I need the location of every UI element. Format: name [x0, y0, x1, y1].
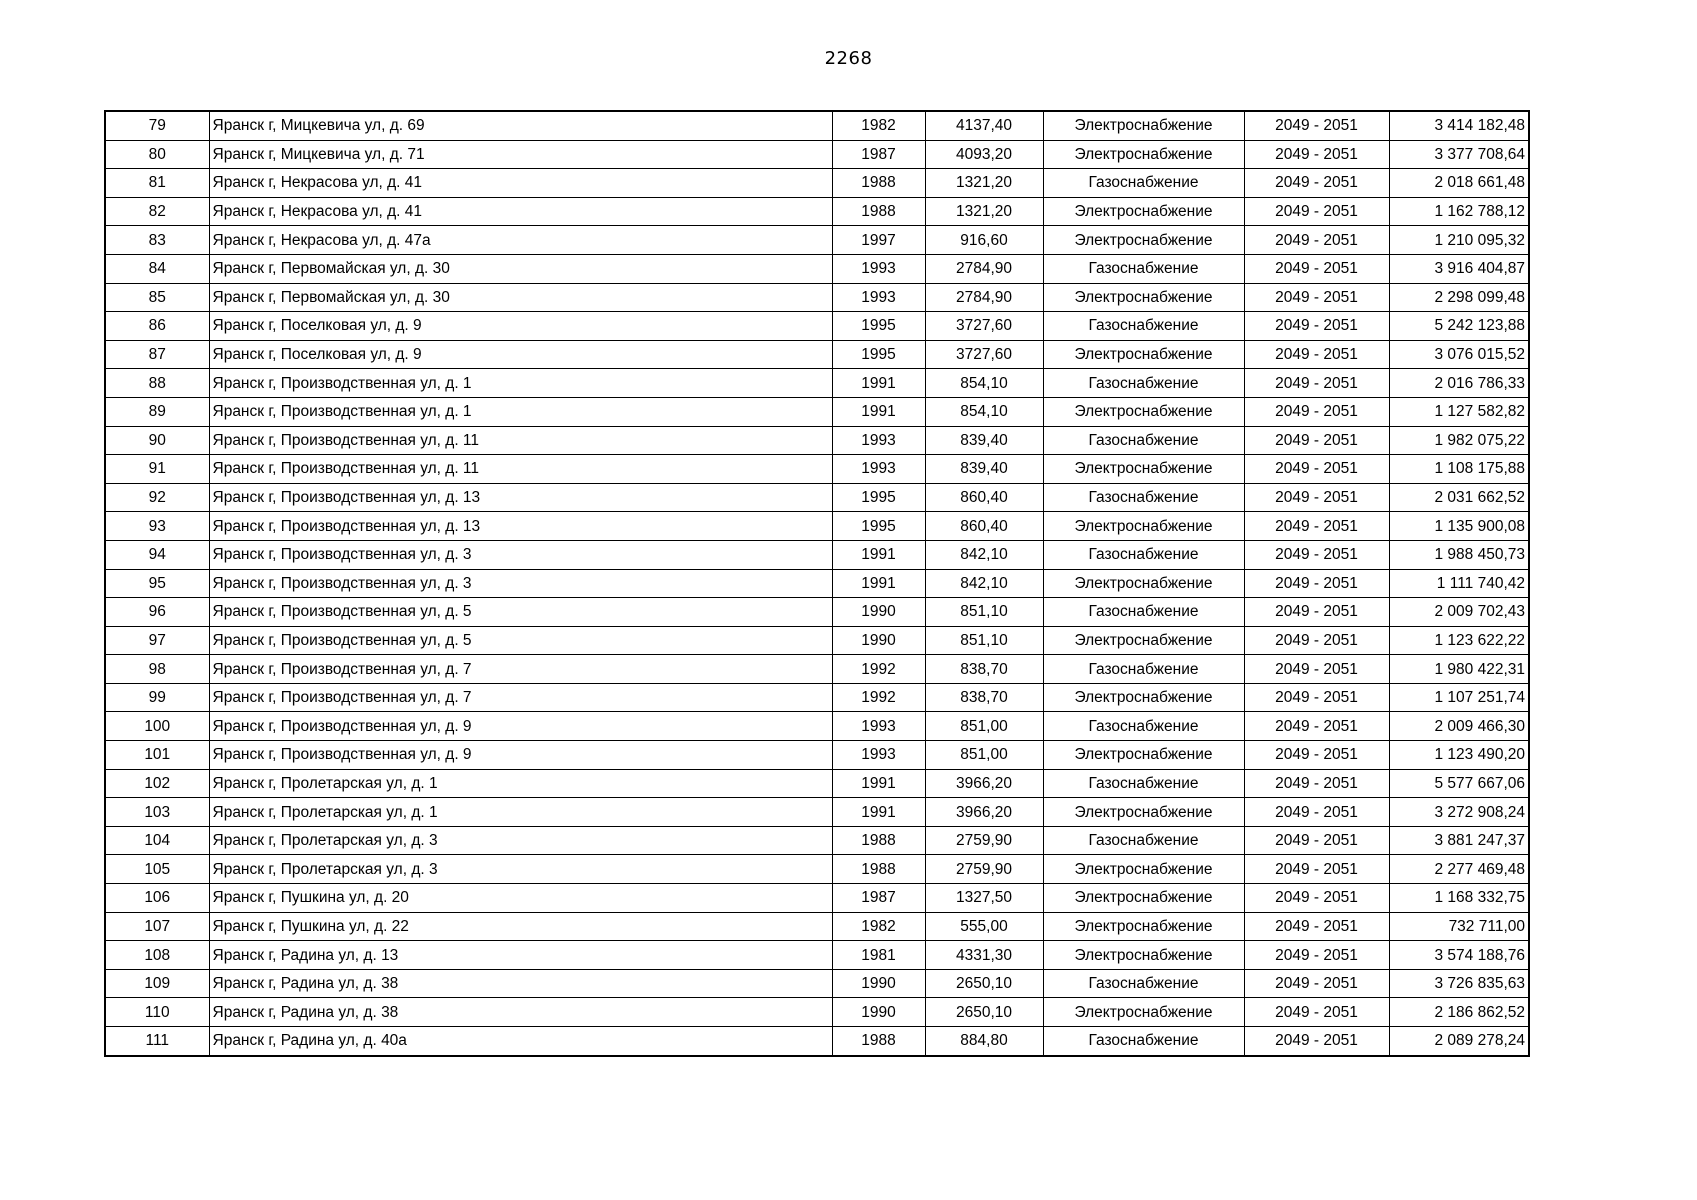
service-cell: Электроснабжение: [1043, 569, 1244, 598]
address-cell: Яранск г, Пролетарская ул, д. 3: [209, 826, 832, 855]
cost-cell: 3 574 188,76: [1389, 941, 1529, 970]
table-row: [105, 826, 1529, 855]
table-row: [105, 111, 1529, 140]
registry-table: [104, 110, 1530, 1057]
area-cell: 838,70: [925, 683, 1043, 712]
service-cell: Газоснабжение: [1043, 540, 1244, 569]
period-cell: 2049 - 2051: [1244, 941, 1389, 970]
period-cell: 2049 - 2051: [1244, 798, 1389, 827]
year-cell: 1991: [832, 569, 925, 598]
period-cell: 2049 - 2051: [1244, 340, 1389, 369]
area-cell: 884,80: [925, 1027, 1043, 1056]
service-cell: Электроснабжение: [1043, 340, 1244, 369]
year-cell: 1993: [832, 712, 925, 741]
row-number-cell: 90: [105, 426, 209, 455]
area-cell: 851,00: [925, 712, 1043, 741]
year-cell: 1988: [832, 855, 925, 884]
period-cell: 2049 - 2051: [1244, 197, 1389, 226]
service-cell: Газоснабжение: [1043, 483, 1244, 512]
table-row: [105, 969, 1529, 998]
row-number-cell: 99: [105, 683, 209, 712]
period-cell: 2049 - 2051: [1244, 254, 1389, 283]
row-number-cell: 95: [105, 569, 209, 598]
year-cell: 1987: [832, 140, 925, 169]
row-number-cell: 108: [105, 941, 209, 970]
address-cell: Яранск г, Мицкевича ул, д. 71: [209, 140, 832, 169]
table-row: [105, 369, 1529, 398]
table-row: [105, 998, 1529, 1027]
area-cell: 842,10: [925, 569, 1043, 598]
service-cell: Электроснабжение: [1043, 855, 1244, 884]
area-cell: 851,10: [925, 626, 1043, 655]
table-row: [105, 540, 1529, 569]
table-row: [105, 598, 1529, 627]
period-cell: 2049 - 2051: [1244, 655, 1389, 684]
address-cell: Яранск г, Производственная ул, д. 1: [209, 369, 832, 398]
row-number-cell: 79: [105, 111, 209, 140]
year-cell: 1995: [832, 483, 925, 512]
cost-cell: 2 016 786,33: [1389, 369, 1529, 398]
table-row: [105, 455, 1529, 484]
table-row: [105, 941, 1529, 970]
area-cell: 916,60: [925, 226, 1043, 255]
service-cell: Электроснабжение: [1043, 197, 1244, 226]
address-cell: Яранск г, Поселковая ул, д. 9: [209, 312, 832, 341]
table-row: [105, 912, 1529, 941]
period-cell: 2049 - 2051: [1244, 169, 1389, 198]
address-cell: Яранск г, Пушкина ул, д. 22: [209, 912, 832, 941]
period-cell: 2049 - 2051: [1244, 769, 1389, 798]
service-cell: Электроснабжение: [1043, 455, 1244, 484]
cost-cell: 3 076 015,52: [1389, 340, 1529, 369]
table-row: [105, 855, 1529, 884]
address-cell: Яранск г, Первомайская ул, д. 30: [209, 283, 832, 312]
area-cell: 2759,90: [925, 826, 1043, 855]
address-cell: Яранск г, Пролетарская ул, д. 3: [209, 855, 832, 884]
area-cell: 1321,20: [925, 169, 1043, 198]
service-cell: Электроснабжение: [1043, 998, 1244, 1027]
address-cell: Яранск г, Мицкевича ул, д. 69: [209, 111, 832, 140]
table-row: [105, 712, 1529, 741]
area-cell: 842,10: [925, 540, 1043, 569]
service-cell: Электроснабжение: [1043, 512, 1244, 541]
address-cell: Яранск г, Производственная ул, д. 3: [209, 540, 832, 569]
address-cell: Яранск г, Некрасова ул, д. 41: [209, 169, 832, 198]
year-cell: 1993: [832, 455, 925, 484]
address-cell: Яранск г, Пролетарская ул, д. 1: [209, 798, 832, 827]
cost-cell: 1 123 490,20: [1389, 741, 1529, 770]
service-cell: Электроснабжение: [1043, 683, 1244, 712]
row-number-cell: 88: [105, 369, 209, 398]
row-number-cell: 97: [105, 626, 209, 655]
service-cell: Электроснабжение: [1043, 626, 1244, 655]
address-cell: Яранск г, Радина ул, д. 40а: [209, 1027, 832, 1056]
period-cell: 2049 - 2051: [1244, 855, 1389, 884]
address-cell: Яранск г, Производственная ул, д. 13: [209, 483, 832, 512]
table-row: [105, 884, 1529, 913]
address-cell: Яранск г, Производственная ул, д. 11: [209, 426, 832, 455]
page-number: 2268: [824, 48, 873, 69]
year-cell: 1988: [832, 826, 925, 855]
cost-cell: 3 414 182,48: [1389, 111, 1529, 140]
area-cell: 839,40: [925, 455, 1043, 484]
year-cell: 1993: [832, 283, 925, 312]
period-cell: 2049 - 2051: [1244, 226, 1389, 255]
service-cell: Газоснабжение: [1043, 426, 1244, 455]
period-cell: 2049 - 2051: [1244, 140, 1389, 169]
year-cell: 1995: [832, 312, 925, 341]
year-cell: 1982: [832, 111, 925, 140]
service-cell: Электроснабжение: [1043, 283, 1244, 312]
service-cell: Электроснабжение: [1043, 111, 1244, 140]
address-cell: Яранск г, Радина ул, д. 38: [209, 998, 832, 1027]
year-cell: 1987: [832, 884, 925, 913]
area-cell: 3727,60: [925, 340, 1043, 369]
address-cell: Яранск г, Производственная ул, д. 5: [209, 598, 832, 627]
row-number-cell: 83: [105, 226, 209, 255]
address-cell: Яранск г, Пролетарская ул, д. 1: [209, 769, 832, 798]
service-cell: Электроснабжение: [1043, 741, 1244, 770]
cost-cell: 3 881 247,37: [1389, 826, 1529, 855]
year-cell: 1995: [832, 340, 925, 369]
address-cell: Яранск г, Радина ул, д. 38: [209, 969, 832, 998]
service-cell: Электроснабжение: [1043, 941, 1244, 970]
address-cell: Яранск г, Производственная ул, д. 3: [209, 569, 832, 598]
cost-cell: 1 123 622,22: [1389, 626, 1529, 655]
area-cell: 1321,20: [925, 197, 1043, 226]
table-row: [105, 1027, 1529, 1056]
year-cell: 1988: [832, 197, 925, 226]
address-cell: Яранск г, Производственная ул, д. 9: [209, 712, 832, 741]
address-cell: Яранск г, Производственная ул, д. 7: [209, 655, 832, 684]
cost-cell: 1 107 251,74: [1389, 683, 1529, 712]
area-cell: 4093,20: [925, 140, 1043, 169]
table-row: [105, 254, 1529, 283]
address-cell: Яранск г, Некрасова ул, д. 47а: [209, 226, 832, 255]
period-cell: 2049 - 2051: [1244, 540, 1389, 569]
row-number-cell: 100: [105, 712, 209, 741]
period-cell: 2049 - 2051: [1244, 826, 1389, 855]
period-cell: 2049 - 2051: [1244, 312, 1389, 341]
year-cell: 1990: [832, 969, 925, 998]
table-row: [105, 483, 1529, 512]
area-cell: 839,40: [925, 426, 1043, 455]
year-cell: 1981: [832, 941, 925, 970]
row-number-cell: 110: [105, 998, 209, 1027]
period-cell: 2049 - 2051: [1244, 998, 1389, 1027]
area-cell: 1327,50: [925, 884, 1043, 913]
table-row: [105, 769, 1529, 798]
area-cell: 2784,90: [925, 283, 1043, 312]
area-cell: 2650,10: [925, 998, 1043, 1027]
row-number-cell: 92: [105, 483, 209, 512]
year-cell: 1997: [832, 226, 925, 255]
cost-cell: 1 980 422,31: [1389, 655, 1529, 684]
row-number-cell: 109: [105, 969, 209, 998]
table-row: [105, 683, 1529, 712]
address-cell: Яранск г, Производственная ул, д. 1: [209, 397, 832, 426]
service-cell: Газоснабжение: [1043, 655, 1244, 684]
year-cell: 1990: [832, 598, 925, 627]
table-row: [105, 283, 1529, 312]
row-number-cell: 85: [105, 283, 209, 312]
cost-cell: 1 210 095,32: [1389, 226, 1529, 255]
service-cell: Газоснабжение: [1043, 826, 1244, 855]
period-cell: 2049 - 2051: [1244, 426, 1389, 455]
row-number-cell: 106: [105, 884, 209, 913]
period-cell: 2049 - 2051: [1244, 483, 1389, 512]
year-cell: 1993: [832, 741, 925, 770]
year-cell: 1993: [832, 426, 925, 455]
area-cell: 860,40: [925, 483, 1043, 512]
table-row: [105, 340, 1529, 369]
table-row: [105, 655, 1529, 684]
period-cell: 2049 - 2051: [1244, 569, 1389, 598]
period-cell: 2049 - 2051: [1244, 111, 1389, 140]
period-cell: 2049 - 2051: [1244, 512, 1389, 541]
cost-cell: 2 277 469,48: [1389, 855, 1529, 884]
row-number-cell: 84: [105, 254, 209, 283]
row-number-cell: 101: [105, 741, 209, 770]
row-number-cell: 104: [105, 826, 209, 855]
table-row: [105, 798, 1529, 827]
cost-cell: 1 127 582,82: [1389, 397, 1529, 426]
period-cell: 2049 - 2051: [1244, 397, 1389, 426]
year-cell: 1995: [832, 512, 925, 541]
period-cell: 2049 - 2051: [1244, 884, 1389, 913]
address-cell: Яранск г, Радина ул, д. 13: [209, 941, 832, 970]
cost-cell: 2 031 662,52: [1389, 483, 1529, 512]
row-number-cell: 82: [105, 197, 209, 226]
area-cell: 838,70: [925, 655, 1043, 684]
area-cell: 2759,90: [925, 855, 1043, 884]
address-cell: Яранск г, Некрасова ул, д. 41: [209, 197, 832, 226]
cost-cell: 5 242 123,88: [1389, 312, 1529, 341]
period-cell: 2049 - 2051: [1244, 712, 1389, 741]
service-cell: Газоснабжение: [1043, 1027, 1244, 1056]
cost-cell: 1 162 788,12: [1389, 197, 1529, 226]
period-cell: 2049 - 2051: [1244, 283, 1389, 312]
row-number-cell: 89: [105, 397, 209, 426]
cost-cell: 1 168 332,75: [1389, 884, 1529, 913]
table-row: [105, 569, 1529, 598]
period-cell: 2049 - 2051: [1244, 369, 1389, 398]
period-cell: 2049 - 2051: [1244, 912, 1389, 941]
table-row: [105, 226, 1529, 255]
cost-cell: 3 726 835,63: [1389, 969, 1529, 998]
period-cell: 2049 - 2051: [1244, 455, 1389, 484]
area-cell: 555,00: [925, 912, 1043, 941]
cost-cell: 2 018 661,48: [1389, 169, 1529, 198]
table-row: [105, 626, 1529, 655]
address-cell: Яранск г, Пушкина ул, д. 20: [209, 884, 832, 913]
area-cell: 4137,40: [925, 111, 1043, 140]
service-cell: Газоснабжение: [1043, 598, 1244, 627]
table-row: [105, 197, 1529, 226]
table-row: [105, 741, 1529, 770]
address-cell: Яранск г, Поселковая ул, д. 9: [209, 340, 832, 369]
year-cell: 1990: [832, 998, 925, 1027]
row-number-cell: 105: [105, 855, 209, 884]
cost-cell: 1 982 075,22: [1389, 426, 1529, 455]
period-cell: 2049 - 2051: [1244, 683, 1389, 712]
service-cell: Газоснабжение: [1043, 254, 1244, 283]
row-number-cell: 87: [105, 340, 209, 369]
area-cell: 854,10: [925, 369, 1043, 398]
cost-cell: 2 009 702,43: [1389, 598, 1529, 627]
address-cell: Яранск г, Первомайская ул, д. 30: [209, 254, 832, 283]
row-number-cell: 94: [105, 540, 209, 569]
service-cell: Электроснабжение: [1043, 397, 1244, 426]
table-row: [105, 426, 1529, 455]
year-cell: 1991: [832, 397, 925, 426]
table-row: [105, 312, 1529, 341]
cost-cell: 3 377 708,64: [1389, 140, 1529, 169]
cost-cell: 1 111 740,42: [1389, 569, 1529, 598]
service-cell: Электроснабжение: [1043, 884, 1244, 913]
row-number-cell: 111: [105, 1027, 209, 1056]
period-cell: 2049 - 2051: [1244, 626, 1389, 655]
service-cell: Газоснабжение: [1043, 769, 1244, 798]
service-cell: Газоснабжение: [1043, 712, 1244, 741]
period-cell: 2049 - 2051: [1244, 741, 1389, 770]
year-cell: 1992: [832, 655, 925, 684]
area-cell: 851,00: [925, 741, 1043, 770]
area-cell: 3966,20: [925, 798, 1043, 827]
area-cell: 854,10: [925, 397, 1043, 426]
cost-cell: 2 186 862,52: [1389, 998, 1529, 1027]
year-cell: 1991: [832, 369, 925, 398]
year-cell: 1992: [832, 683, 925, 712]
address-cell: Яранск г, Производственная ул, д. 11: [209, 455, 832, 484]
cost-cell: 5 577 667,06: [1389, 769, 1529, 798]
cost-cell: 1 988 450,73: [1389, 540, 1529, 569]
year-cell: 1990: [832, 626, 925, 655]
row-number-cell: 93: [105, 512, 209, 541]
table-row: [105, 140, 1529, 169]
cost-cell: 2 089 278,24: [1389, 1027, 1529, 1056]
cost-cell: 2 009 466,30: [1389, 712, 1529, 741]
area-cell: 860,40: [925, 512, 1043, 541]
service-cell: Электроснабжение: [1043, 798, 1244, 827]
row-number-cell: 80: [105, 140, 209, 169]
service-cell: Газоснабжение: [1043, 369, 1244, 398]
area-cell: 4331,30: [925, 941, 1043, 970]
cost-cell: 1 135 900,08: [1389, 512, 1529, 541]
area-cell: 3727,60: [925, 312, 1043, 341]
period-cell: 2049 - 2051: [1244, 1027, 1389, 1056]
address-cell: Яранск г, Производственная ул, д. 7: [209, 683, 832, 712]
service-cell: Газоснабжение: [1043, 969, 1244, 998]
service-cell: Газоснабжение: [1043, 169, 1244, 198]
table-row: [105, 169, 1529, 198]
cost-cell: 2 298 099,48: [1389, 283, 1529, 312]
area-cell: 851,10: [925, 598, 1043, 627]
area-cell: 3966,20: [925, 769, 1043, 798]
area-cell: 2784,90: [925, 254, 1043, 283]
row-number-cell: 81: [105, 169, 209, 198]
year-cell: 1991: [832, 540, 925, 569]
row-number-cell: 98: [105, 655, 209, 684]
year-cell: 1993: [832, 254, 925, 283]
address-cell: Яранск г, Производственная ул, д. 13: [209, 512, 832, 541]
period-cell: 2049 - 2051: [1244, 969, 1389, 998]
year-cell: 1988: [832, 169, 925, 198]
row-number-cell: 91: [105, 455, 209, 484]
service-cell: Электроснабжение: [1043, 226, 1244, 255]
period-cell: 2049 - 2051: [1244, 598, 1389, 627]
address-cell: Яранск г, Производственная ул, д. 5: [209, 626, 832, 655]
service-cell: Электроснабжение: [1043, 912, 1244, 941]
row-number-cell: 86: [105, 312, 209, 341]
address-cell: Яранск г, Производственная ул, д. 9: [209, 741, 832, 770]
cost-cell: 1 108 175,88: [1389, 455, 1529, 484]
area-cell: 2650,10: [925, 969, 1043, 998]
table-row: [105, 397, 1529, 426]
cost-cell: 3 916 404,87: [1389, 254, 1529, 283]
table-body: [105, 111, 1529, 1056]
service-cell: Газоснабжение: [1043, 312, 1244, 341]
year-cell: 1988: [832, 1027, 925, 1056]
row-number-cell: 102: [105, 769, 209, 798]
year-cell: 1982: [832, 912, 925, 941]
row-number-cell: 107: [105, 912, 209, 941]
row-number-cell: 103: [105, 798, 209, 827]
cost-cell: 732 711,00: [1389, 912, 1529, 941]
table-row: [105, 512, 1529, 541]
year-cell: 1991: [832, 769, 925, 798]
row-number-cell: 96: [105, 598, 209, 627]
cost-cell: 3 272 908,24: [1389, 798, 1529, 827]
service-cell: Электроснабжение: [1043, 140, 1244, 169]
year-cell: 1991: [832, 798, 925, 827]
